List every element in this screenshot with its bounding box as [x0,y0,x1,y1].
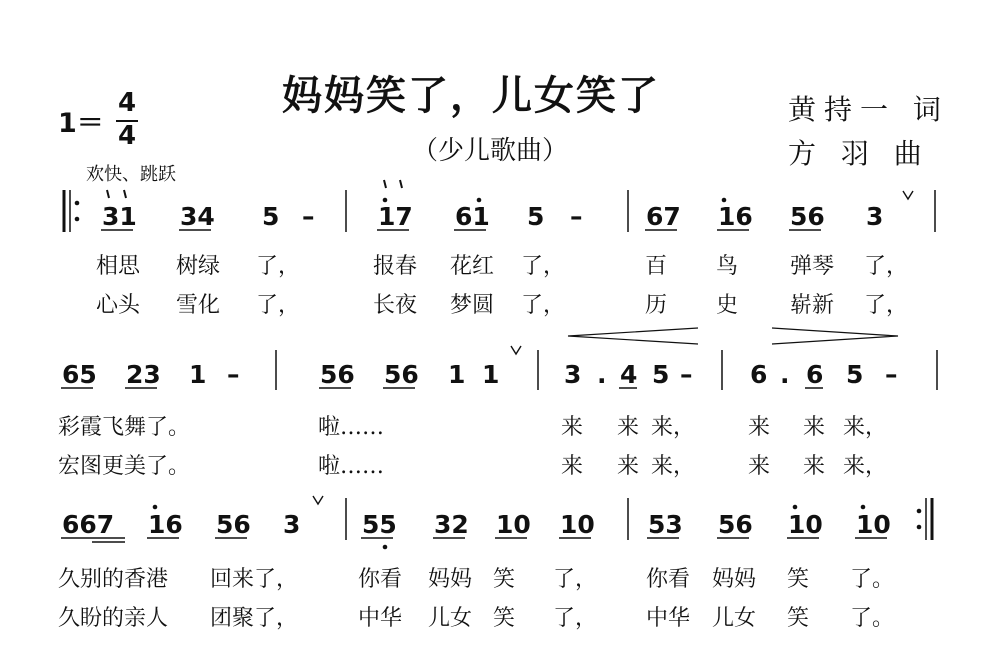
lyric: 来 [561,454,584,479]
note-group: 53 [648,510,683,539]
dot: . [780,360,790,389]
note: 1 [482,360,500,389]
lyric: 来 [617,415,640,440]
note-group: 31 [102,202,137,231]
note-group: 56 [384,360,419,389]
note-group: 10 [496,510,531,539]
lyric: 中华 [358,606,403,631]
note-group: 10 [856,510,891,539]
note-group: 10 [560,510,595,539]
lyric: 了， [864,293,909,318]
note-group: 61 [455,202,490,231]
lyric: 历 [645,293,668,318]
note: 5 [652,360,670,389]
lyric: 了， [553,606,598,631]
note-group: 16 [718,202,753,231]
dot: . [597,360,607,389]
lyric: 梦圆 [450,293,495,318]
lyric: 了。 [850,606,895,631]
note: 3 [283,510,301,539]
lyric: 报春 [373,254,418,279]
lyric: 来 [748,454,771,479]
note-group: 56 [320,360,355,389]
dash: – [885,360,898,389]
lyric: 了。 [850,567,895,592]
note-group: 23 [126,360,161,389]
lyric: 崭新 [790,293,835,318]
lyric: 宏图更美了。 [58,454,191,479]
lyric: 回来了， [210,567,299,592]
lyric: 来 [748,415,771,440]
meter-top: 4 [118,88,137,118]
note: 6 [750,360,768,389]
lyric: 了， [553,567,598,592]
note-group: 55 [362,510,397,539]
breath-mark-icon [313,496,323,504]
note-group: 56 [790,202,825,231]
lyric: 了， [864,254,909,279]
note: 5 [846,360,864,389]
lyricist-credit: 黄持一 词 [788,93,949,126]
crescendo-hairpin [568,328,698,344]
lyric: 笑 [493,567,516,592]
breath-mark-icon [511,346,521,354]
lyric: 来， [843,454,888,479]
note: 1 [448,360,466,389]
note: 6 [806,360,824,389]
key-signature: 1＝ [58,108,104,139]
note: 5 [527,202,545,231]
lyric: 笑 [493,606,516,631]
song-subtitle: （少儿歌曲） [412,136,569,166]
meter-bottom: 4 [118,121,137,151]
note-group: 34 [180,202,215,231]
lyric: 久盼的亲人 [58,606,169,631]
lyric: 了， [256,293,301,318]
lyric: 久别的香港 [58,567,169,592]
lyric: 来 [803,415,826,440]
staff-row-2 [61,346,937,390]
lyric: 啦…… [318,415,385,440]
lyric: 来， [843,415,888,440]
lyric: 相思 [96,254,141,279]
lyric: 心头 [96,293,141,318]
dash: – [227,360,240,389]
composer-credit: 方 羽 曲 [788,137,930,170]
song-title: 妈妈笑了，儿女笑了 [282,72,660,119]
note: 5 [262,202,280,231]
note-group: 17 [378,202,413,231]
note-group: 10 [788,510,823,539]
note-group: 56 [718,510,753,539]
dash: – [302,202,315,231]
lyric: 啦…… [318,454,385,479]
note: 3 [564,360,582,389]
note-group: 667 [62,510,115,539]
note-group: 32 [434,510,469,539]
lyric: 树绿 [176,254,221,279]
lyric: 来 [803,454,826,479]
lyric: 来， [651,415,696,440]
lyric: 中华 [646,606,691,631]
lyric: 花红 [450,254,495,279]
lyric: 鸟 [716,254,739,279]
lyric: 你看 [646,567,691,592]
lyric: 笑 [787,606,810,631]
note: 4 [620,360,638,389]
lyric: 史 [716,293,739,318]
lyric: 雪化 [176,293,221,318]
note-group: 67 [646,202,681,231]
lyric: 你看 [358,567,403,592]
note-group: 56 [216,510,251,539]
lyric: 彩霞飞舞了。 [58,415,191,440]
breath-mark-icon [903,191,913,199]
staff-row-3 [61,496,932,549]
lyric: 笑 [787,567,810,592]
dash: – [570,202,583,231]
lyric: 了， [521,293,566,318]
note-group: 16 [148,510,183,539]
lyric: 来 [617,454,640,479]
note-group: 65 [62,360,97,389]
tempo-marking: 欢快、跳跃 [86,164,176,185]
lyric: 百 [645,254,668,279]
lyric: 妈妈 [712,567,757,592]
lyric: 妈妈 [428,567,473,592]
lyric: 来， [651,454,696,479]
lyric: 儿女 [428,606,473,631]
lyric: 来 [561,415,584,440]
lyric: 弹琴 [790,254,835,279]
lyric: 长夜 [373,293,418,318]
lyric: 团聚了， [210,606,299,631]
note: 3 [866,202,884,231]
note: 1 [189,360,207,389]
lyric: 了， [521,254,566,279]
lyric: 儿女 [712,606,757,631]
lyric: 了， [256,254,301,279]
decrescendo-hairpin [772,328,898,344]
dash: – [680,360,693,389]
